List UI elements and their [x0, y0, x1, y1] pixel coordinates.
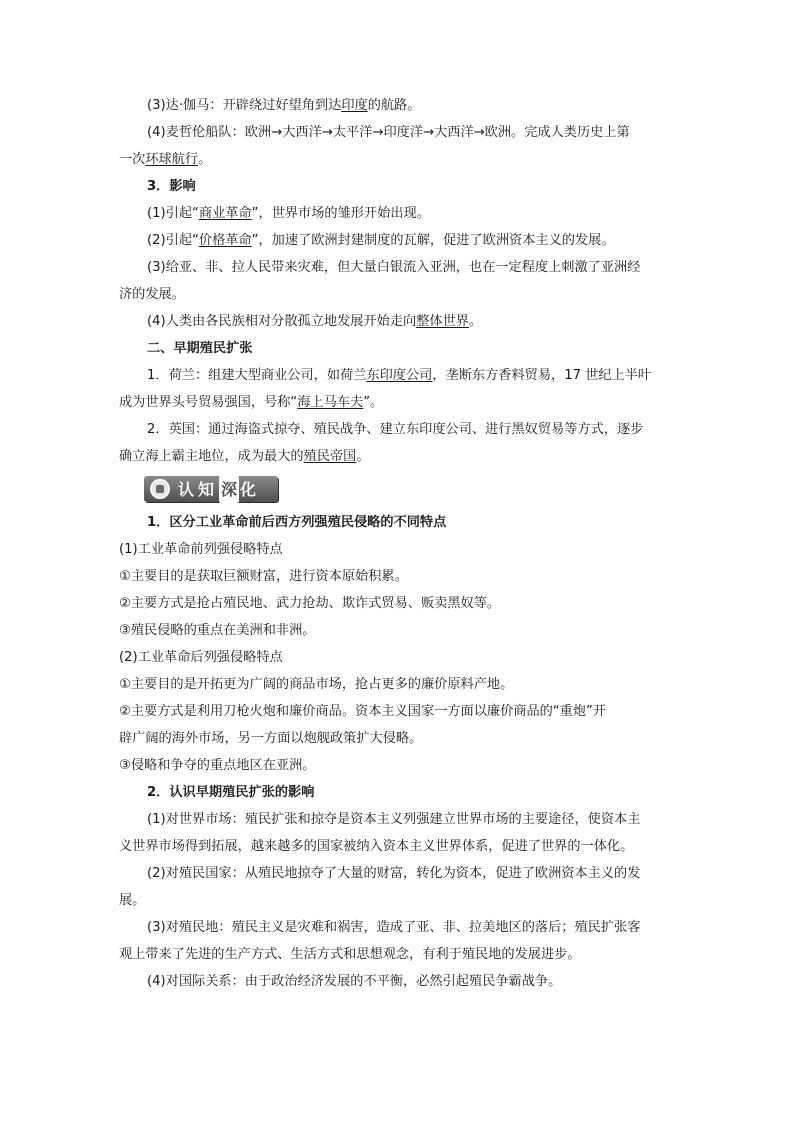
section-badge-icon [150, 479, 170, 499]
paragraph-impact-4: (4)人类由各民族相对分散孤立地发展开始走向整体世界。 [147, 314, 483, 329]
underlined-term: 商业革命 [198, 206, 252, 221]
paragraph-britain: 2．英国：通过海盗式掠夺、殖民战争、建立东印度公司、进行黑奴贸易等方式，逐步 确立海上霸主地位，成为最大的殖民帝国。 [119, 422, 644, 464]
heading-early-colonial-expansion: 二、早期殖民扩张 [147, 341, 253, 356]
underlined-term: 环球航行 [145, 152, 199, 167]
underlined-term: 殖民帝国 [303, 449, 357, 464]
paragraph-international-relations: (4)对国际关系：由于政治经济发展的不平衡，必然引起殖民争霸战争。 [147, 974, 562, 989]
underlined-term: 价格革命 [198, 233, 252, 248]
paragraph-colonies: (3)对殖民地：殖民主义是灾难和祸害，造成了亚、非、拉美地区的落后；殖民扩张客 观上带来了先进的生产方式、生活方式和思想观念，有利于殖民地的发展进步。 [119, 920, 641, 962]
document-body [119, 92, 667, 995]
paragraph-pre-1: ①主要目的是获取巨额财富，进行资本原始积累。 [119, 569, 408, 584]
paragraph-impact-1: (1)引起“商业革命”，世界市场的雏形开始出现。 [147, 206, 430, 221]
paragraph-magellan: (4)麦哲伦船队：欧洲→大西洋→太平洋→印度洋→大西洋→欧洲。完成人类历史上第 一次环球航行。 [119, 125, 630, 167]
paragraph-impact-2: (2)引起“价格革命”，加速了欧洲封建制度的瓦解，促进了欧洲资本主义的发展。 [147, 233, 615, 248]
paragraph-pre-industrial: (1)工业革命前列强侵略特点 [119, 542, 283, 557]
heading-colonial-impact: 2．认识早期殖民扩张的影响 [147, 785, 315, 800]
paragraph-da-gama: (3)达·伽马：开辟绕过好望角到达印度的航路。 [147, 98, 421, 113]
paragraph-pre-3: ③殖民侵略的重点在美洲和非洲。 [119, 623, 316, 638]
underlined-term: 印度 [341, 98, 368, 113]
paragraph-post-2: ②主要方式是利用刀枪火炮和廉价商品。资本主义国家一方面以廉价商品的“重炮”开 辟广阔的海外市场，另一方面以炮舰政策扩大侵略。 [119, 704, 607, 746]
paragraph-post-industrial: (2)工业革命后列强侵略特点 [119, 650, 283, 665]
paragraph-impact-3: (3)给亚、非、拉人民带来灾难，但大量白银流入亚洲，也在一定程度上刺激了亚洲经 济的发展。 [119, 260, 641, 302]
paragraph-post-1: ①主要目的是开拓更为广阔的商品市场，抢占更多的廉价原料产地。 [119, 677, 514, 692]
section-banner-deepen-understanding: 认知 深 化 [144, 476, 278, 502]
paragraph-world-market: (1)对世界市场：殖民扩张和掠夺是资本主义列强建立世界市场的主要途径，使资本主 义世界市场得到拓展，越来越多的国家被纳入资本主义世界体系，促进了世界的一体化。 [119, 812, 641, 854]
paragraph-netherlands: 1．荷兰：组建大型商业公司，如荷兰东印度公司，垄断东方香料贸易，17 世纪上半叶 成为世界头号贸易强国，号称“海上马车夫”。 [119, 368, 652, 410]
subheading-impact: 3．影响 [147, 179, 196, 194]
underlined-term: 东印度公司 [366, 368, 433, 383]
paragraph-colonial-powers: (2)对殖民国家：从殖民地掠夺了大量的财富，转化为资本，促进了欧洲资本主义的发 展。 [119, 866, 641, 908]
underlined-term: 海上马车夫 [297, 395, 364, 410]
paragraph-pre-2: ②主要方式是抢占殖民地、武力抢劫、欺诈式贸易、贩卖黑奴等。 [119, 596, 501, 611]
underlined-term: 整体世界 [416, 314, 469, 329]
heading-distinguish-features: 1．区分工业革命前后西方列强殖民侵略的不同特点 [147, 515, 447, 530]
paragraph-post-3: ③侵略和争夺的重点地区在亚洲。 [119, 758, 316, 773]
